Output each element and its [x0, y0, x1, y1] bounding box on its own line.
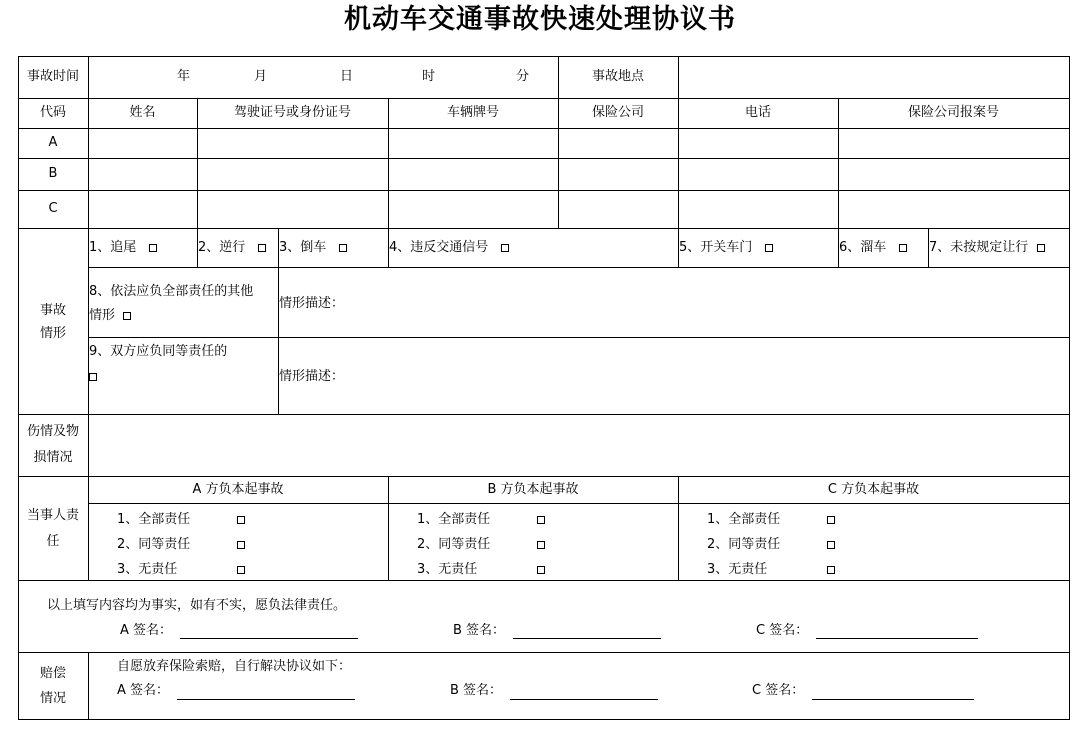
year-label: 年	[177, 69, 191, 84]
accident-place-field[interactable]	[680, 58, 1068, 97]
declaration-sig-c-line[interactable]	[816, 638, 978, 639]
checkbox[interactable]	[258, 244, 266, 252]
header-insurer: 保险公司	[591, 105, 644, 120]
declaration-sig-b-line[interactable]	[513, 638, 661, 639]
situation-reversing[interactable]	[279, 239, 347, 257]
option-label: 7、未按规定让行	[929, 240, 1029, 255]
header-name: 姓名	[129, 105, 156, 120]
declaration-sig-a-line[interactable]	[180, 638, 358, 639]
party-code-b: B	[48, 166, 58, 181]
liability-b-opt-2: 2、同等责任	[417, 537, 491, 552]
situation-rolling[interactable]	[839, 239, 907, 257]
day-label: 日	[340, 69, 354, 84]
situation-failure-to-yield[interactable]	[929, 239, 1045, 257]
damage-label-2: 损情况	[33, 450, 73, 465]
declaration-sig-b-label: B 签名：	[453, 623, 506, 638]
month-label: 月	[254, 69, 268, 84]
compensation-text: 自愿放弃保险索赔，自行解决协议如下：	[117, 659, 352, 674]
option-label: 4、违反交通信号	[389, 240, 489, 255]
situation-desc-label-2: 情形描述：	[279, 369, 345, 384]
option-label: 5、开关车门	[679, 240, 753, 255]
damage-field[interactable]	[90, 416, 1068, 475]
checkbox[interactable]	[501, 244, 509, 252]
declaration-sig-a-label: A 签名：	[120, 623, 173, 638]
situation-wrong-way[interactable]	[198, 239, 266, 257]
situation-door-opening[interactable]	[679, 239, 773, 257]
situation-item8-line2[interactable]	[89, 307, 131, 325]
liability-b-opt-1: 1、全部责任	[417, 512, 491, 527]
situation-item9-line1: 9、双方应负同等责任的	[89, 344, 228, 359]
option-label: 6、溜车	[839, 240, 887, 255]
checkbox[interactable]	[1037, 244, 1045, 252]
checkbox[interactable]	[899, 244, 907, 252]
minute-label: 分	[516, 69, 530, 84]
liability-b-checkbox-3[interactable]	[537, 566, 545, 574]
compensation-sig-b-label: B 签名：	[450, 683, 503, 698]
liability-c-opt-3: 3、无责任	[707, 562, 768, 577]
option-label: 1、追尾	[89, 240, 137, 255]
liability-label-2: 任	[46, 534, 60, 549]
liability-head-b: B 方负本起事故	[487, 482, 579, 497]
liability-a-opt-2: 2、同等责任	[117, 537, 191, 552]
compensation-sig-a-line[interactable]	[177, 699, 355, 700]
checkbox[interactable]	[339, 244, 347, 252]
compensation-sig-b-line[interactable]	[510, 699, 658, 700]
checkbox[interactable]	[89, 373, 97, 381]
declaration-text: 以上填写内容均为事实，如有不实，愿负法律责任。	[47, 598, 347, 613]
declaration-sig-c-label: C 签名：	[756, 623, 809, 638]
party-code-c: C	[48, 201, 58, 216]
header-code: 代码	[39, 105, 66, 120]
option-label: 2、逆行	[198, 240, 246, 255]
liability-b-checkbox-1[interactable]	[537, 516, 545, 524]
hour-label: 时	[422, 69, 436, 84]
liability-a-checkbox-2[interactable]	[237, 541, 245, 549]
liability-c-opt-1: 1、全部责任	[707, 512, 781, 527]
situation-item9-check[interactable]	[89, 368, 97, 386]
accident-time-label: 事故时间	[26, 69, 79, 84]
liability-c-opt-2: 2、同等责任	[707, 537, 781, 552]
checkbox[interactable]	[149, 244, 157, 252]
form-title: 机动车交通事故快速处理协议书	[344, 4, 736, 35]
compensation-label-2: 情况	[39, 691, 66, 706]
checkbox[interactable]	[123, 312, 131, 320]
liability-c-checkbox-1[interactable]	[827, 516, 835, 524]
situation-signal-violation[interactable]	[389, 239, 509, 257]
compensation-sig-c-label: C 签名：	[752, 683, 805, 698]
situation-desc-label-1: 情形描述：	[279, 296, 345, 311]
liability-head-a: A 方负本起事故	[192, 482, 284, 497]
compensation-label-1: 赔偿	[39, 666, 66, 681]
damage-label-1: 伤情及物	[26, 424, 79, 439]
situation-label-2: 情形	[39, 326, 66, 341]
liability-head-c: C 方负本起事故	[827, 482, 920, 497]
liability-a-checkbox-3[interactable]	[237, 566, 245, 574]
header-plate: 车辆牌号	[446, 105, 499, 120]
liability-c-checkbox-2[interactable]	[827, 541, 835, 549]
situation-rear-end[interactable]	[89, 239, 157, 257]
compensation-sig-a-label: A 签名：	[117, 683, 170, 698]
liability-b-checkbox-2[interactable]	[537, 541, 545, 549]
liability-b-opt-3: 3、无责任	[417, 562, 478, 577]
situation-item8-line1: 8、依法应负全部责任的其他	[89, 284, 254, 299]
option-label: 情形	[89, 308, 116, 323]
option-label: 3、倒车	[279, 240, 327, 255]
party-code-a: A	[48, 135, 58, 150]
compensation-sig-c-line[interactable]	[812, 699, 974, 700]
liability-a-opt-3: 3、无责任	[117, 562, 178, 577]
header-license: 驾驶证号或身份证号	[233, 105, 351, 120]
liability-a-opt-1: 1、全部责任	[117, 512, 191, 527]
header-phone: 电话	[744, 105, 771, 120]
situation-label-1: 事故	[39, 303, 66, 318]
liability-c-checkbox-3[interactable]	[827, 566, 835, 574]
liability-a-checkbox-1[interactable]	[237, 516, 245, 524]
header-case-no: 保险公司报案号	[907, 105, 999, 120]
accident-place-label: 事故地点	[591, 69, 644, 84]
liability-label-1: 当事人责	[26, 508, 79, 523]
checkbox[interactable]	[765, 244, 773, 252]
